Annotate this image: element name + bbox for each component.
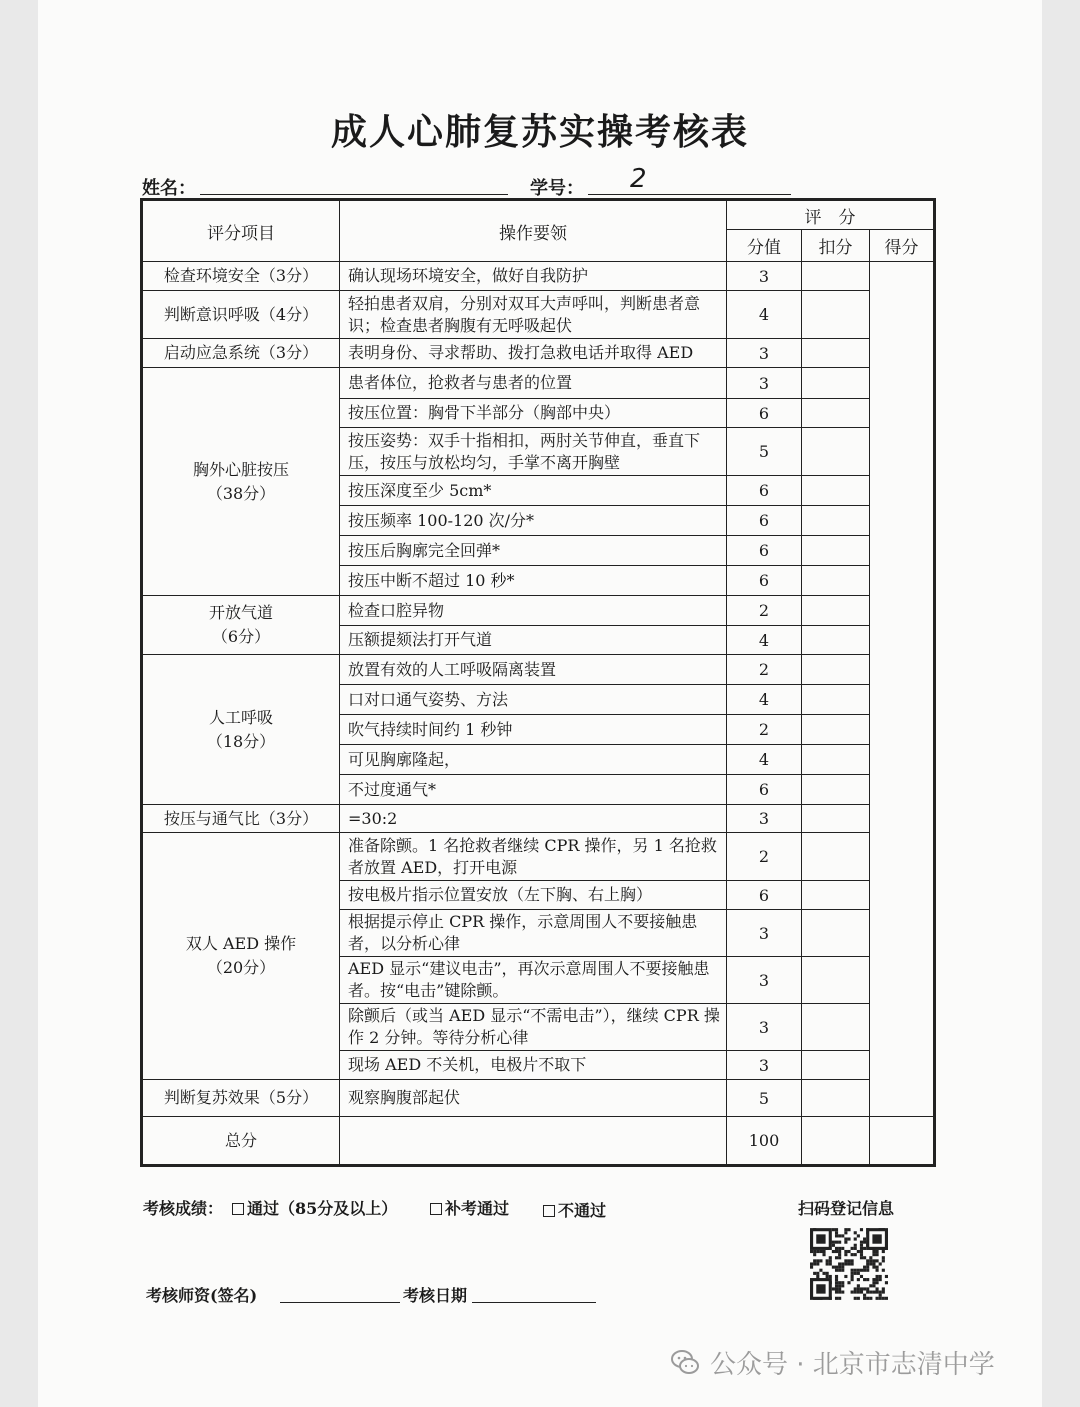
deduct-cell[interactable]	[802, 399, 870, 428]
option-retake-pass[interactable]: 补考通过	[430, 1196, 509, 1219]
deduct-cell[interactable]	[802, 1004, 870, 1051]
deduct-cell[interactable]	[802, 655, 870, 685]
date-field[interactable]	[472, 1302, 596, 1303]
operation-cell: 吹气持续时间约 1 秒钟	[340, 715, 727, 745]
value-cell: 6	[727, 881, 802, 910]
header-value: 分值	[727, 230, 802, 262]
result-label: 考核成绩：	[143, 1199, 224, 1218]
value-cell: 2	[727, 655, 802, 685]
deduct-cell[interactable]	[802, 626, 870, 655]
examiner-signature-field[interactable]	[280, 1302, 400, 1303]
date-label: 考核日期	[403, 1286, 468, 1305]
operation-cell: 表明身份、寻求帮助、拨打急救电话并取得 AED	[340, 339, 727, 368]
deduct-cell[interactable]	[802, 536, 870, 566]
total-deduct-cell[interactable]	[802, 1117, 870, 1165]
operation-cell: 按压姿势：双手十指相扣，两肘关节伸直，垂直下压，按压与放松均匀，手掌不离开胸壁	[340, 428, 727, 476]
operation-cell: 观察胸腹部起伏	[340, 1080, 727, 1117]
value-cell: 5	[727, 428, 802, 476]
value-cell: 4	[727, 745, 802, 775]
value-cell: 4	[727, 291, 802, 339]
operation-cell: 按压中断不超过 10 秒*	[340, 566, 727, 596]
wechat-icon	[670, 1347, 700, 1377]
deduct-cell[interactable]	[802, 957, 870, 1004]
value-cell: 6	[727, 536, 802, 566]
table-row	[143, 596, 934, 626]
option-fail[interactable]: 不通过	[543, 1198, 606, 1221]
operation-cell: 口对口通气姿势、方法	[340, 685, 727, 715]
item-cell: 双人 AED 操作 （20分）	[143, 833, 340, 1080]
table-row	[143, 805, 934, 833]
header-deduct: 扣分	[802, 230, 870, 262]
watermark	[670, 1342, 995, 1382]
operation-cell: 按压后胸廓完全回弹*	[340, 536, 727, 566]
deduct-cell[interactable]	[802, 339, 870, 368]
option-pass[interactable]: 通过（85分及以上）	[232, 1196, 397, 1219]
header-got: 得分	[870, 230, 934, 262]
deduct-cell[interactable]	[802, 566, 870, 596]
value-cell: 2	[727, 833, 802, 881]
deduct-cell[interactable]	[802, 881, 870, 910]
deduct-cell[interactable]	[802, 506, 870, 536]
value-cell: 3	[727, 910, 802, 957]
checkbox-icon	[232, 1203, 244, 1215]
operation-cell: 可见胸廓隆起，	[340, 745, 727, 775]
value-cell: 6	[727, 399, 802, 428]
deduct-cell[interactable]	[802, 775, 870, 805]
deduct-cell[interactable]	[802, 596, 870, 626]
deduct-cell[interactable]	[802, 910, 870, 957]
deduct-cell[interactable]	[802, 428, 870, 476]
got-cell[interactable]	[870, 262, 934, 1117]
value-cell: 6	[727, 775, 802, 805]
item-cell: 启动应急系统（3分）	[143, 339, 340, 368]
operation-cell: 按压位置：胸骨下半部分（胸部中央）	[340, 399, 727, 428]
header-item: 评分项目	[143, 201, 340, 262]
operation-cell: 确认现场环境安全，做好自我防护	[340, 262, 727, 291]
operation-cell: 按压深度至少 5cm*	[340, 476, 727, 506]
value-cell: 2	[727, 596, 802, 626]
operation-cell: =30:2	[340, 805, 727, 833]
name-label: 姓名：	[142, 178, 196, 199]
deduct-cell[interactable]	[802, 833, 870, 881]
operation-cell: 除颤后（或当 AED 显示“不需电击”），继续 CPR 操作 2 分钟。等待分析心律	[340, 1004, 727, 1051]
total-row	[143, 1117, 934, 1165]
item-cell: 开放气道 （6分）	[143, 596, 340, 655]
deduct-cell[interactable]	[802, 262, 870, 291]
total-value: 100	[727, 1117, 802, 1165]
qr-code[interactable]	[810, 1228, 888, 1300]
deduct-cell[interactable]	[802, 1080, 870, 1117]
operation-cell: 轻拍患者双肩，分别对双耳大声呼叫，判断患者意识；检查患者胸腹有无呼吸起伏	[340, 291, 727, 339]
value-cell: 6	[727, 506, 802, 536]
total-label: 总分	[143, 1117, 340, 1165]
value-cell: 4	[727, 626, 802, 655]
value-cell: 3	[727, 368, 802, 399]
operation-cell: 不过度通气*	[340, 775, 727, 805]
value-cell: 3	[727, 957, 802, 1004]
operation-cell: 检查口腔异物	[340, 596, 727, 626]
operation-cell: 准备除颤。1 名抢救者继续 CPR 操作，另 1 名抢救者放置 AED，打开电源	[340, 833, 727, 881]
table-row	[143, 262, 934, 291]
total-operation-cell	[340, 1117, 727, 1165]
item-cell: 胸外心脏按压 （38分）	[143, 368, 340, 596]
operation-cell: AED 显示“建议电击”，再次示意周围人不要接触患者。按“电击”键除颤。	[340, 957, 727, 1004]
table-row	[143, 833, 934, 881]
watermark-text: 公众号 · 北京市志清中学	[710, 1349, 995, 1380]
operation-cell: 放置有效的人工呼吸隔离装置	[340, 655, 727, 685]
name-field[interactable]	[200, 194, 508, 195]
value-cell: 4	[727, 685, 802, 715]
table-row	[143, 291, 934, 339]
item-cell: 判断意识呼吸（4分）	[143, 291, 340, 339]
deduct-cell[interactable]	[802, 291, 870, 339]
deduct-cell[interactable]	[802, 715, 870, 745]
value-cell: 3	[727, 1051, 802, 1080]
item-cell: 判断复苏效果（5分）	[143, 1080, 340, 1117]
value-cell: 3	[727, 1004, 802, 1051]
checkbox-icon	[430, 1203, 442, 1215]
deduct-cell[interactable]	[802, 368, 870, 399]
value-cell: 6	[727, 476, 802, 506]
scan-label: 扫码登记信息	[798, 1199, 895, 1218]
operation-cell: 根据提示停止 CPR 操作，示意周围人不要接触患者，以分析心律	[340, 910, 727, 957]
item-cell: 按压与通气比（3分）	[143, 805, 340, 833]
operation-cell: 按电极片指示位置安放（左下胸、右上胸）	[340, 881, 727, 910]
table-row	[143, 368, 934, 399]
value-cell: 3	[727, 339, 802, 368]
student-id-label: 学号：	[530, 178, 584, 199]
deduct-cell[interactable]	[802, 745, 870, 775]
examiner-label: 考核师资(签名)	[146, 1286, 258, 1305]
student-id-value: 2	[630, 164, 647, 194]
total-got-cell[interactable]	[870, 1117, 934, 1165]
page-title: 成人心肺复苏实操考核表	[330, 111, 749, 153]
operation-cell: 现场 AED 不关机，电极片不取下	[340, 1051, 727, 1080]
table-row	[143, 339, 934, 368]
value-cell: 6	[727, 566, 802, 596]
checkbox-icon	[543, 1205, 555, 1217]
table-row	[143, 1080, 934, 1117]
score-table-body	[143, 262, 934, 1165]
item-cell: 检查环境安全（3分）	[143, 262, 340, 291]
table-row	[143, 655, 934, 685]
operation-cell: 压额提颏法打开气道	[340, 626, 727, 655]
operation-cell: 按压频率 100-120 次/分*	[340, 506, 727, 536]
deduct-cell[interactable]	[802, 476, 870, 506]
operation-cell: 患者体位，抢救者与患者的位置	[340, 368, 727, 399]
value-cell: 5	[727, 1080, 802, 1117]
header-operation: 操作要领	[340, 201, 727, 262]
deduct-cell[interactable]	[802, 1051, 870, 1080]
student-id-field[interactable]	[588, 194, 791, 195]
header-score-group: 评 分	[727, 201, 934, 230]
value-cell: 2	[727, 715, 802, 745]
value-cell: 3	[727, 805, 802, 833]
score-table	[142, 200, 934, 1165]
value-cell: 3	[727, 262, 802, 291]
item-cell: 人工呼吸 （18分）	[143, 655, 340, 805]
deduct-cell[interactable]	[802, 685, 870, 715]
deduct-cell[interactable]	[802, 805, 870, 833]
